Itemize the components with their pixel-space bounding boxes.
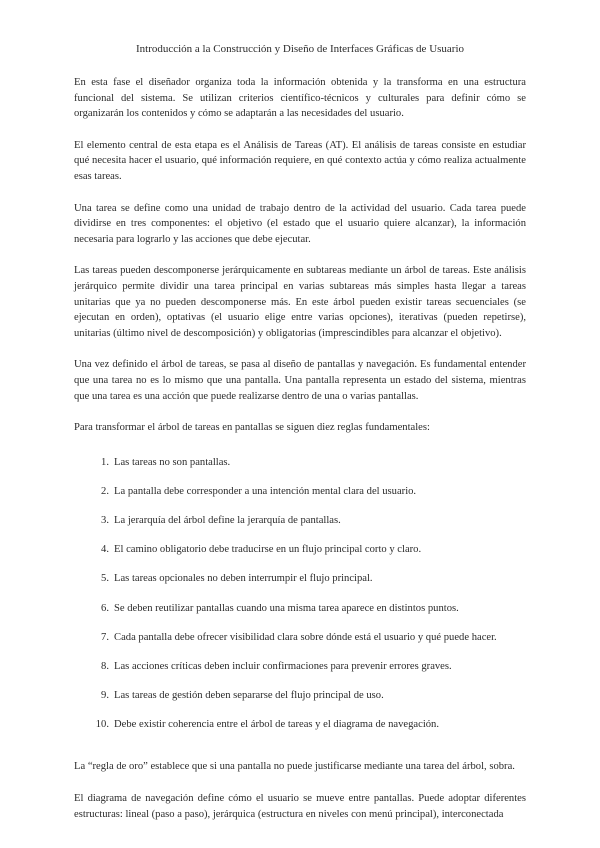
rule-text: Las acciones críticas deben incluir confirmaciones para prevenir errores graves. bbox=[114, 661, 452, 672]
rule-number: 3. bbox=[101, 515, 109, 527]
rule-text: El camino obligatorio debe traducirse en un flujo principal corto y claro. bbox=[114, 544, 422, 556]
document-title: Introducción a la Construcción y Diseño de Interfaces Gráficas de Usuario bbox=[135, 43, 465, 55]
paragraph-navigation-diagram: El diagrama de navegación define cómo el usuario se mueve entre pantallas. Puede adoptar diferentes estructuras: lineal (paso a paso), jerárquica (estructura en niveles con menú principal), interconectada bbox=[74, 792, 526, 820]
rule-number: 10. bbox=[95, 719, 109, 731]
rule-number: 7. bbox=[101, 631, 109, 643]
paragraph-golden-rule: La “regla de oro” establece que si una pantalla no puede justificarse mediante una tarea del árbol, sobra. bbox=[74, 761, 515, 773]
list-item bbox=[74, 543, 526, 557]
rule-text: La pantalla debe corresponder a una intención mental clara del usuario. bbox=[114, 485, 417, 497]
list-item bbox=[74, 572, 526, 586]
list-item bbox=[74, 660, 526, 674]
rule-number: 9. bbox=[101, 690, 109, 702]
list-item bbox=[74, 456, 526, 470]
rule-number: 5. bbox=[101, 573, 109, 585]
rule-text: Debe existir coherencia entre el árbol de tareas y el diagrama de navegación. bbox=[114, 719, 440, 731]
rule-number: 2. bbox=[101, 485, 109, 497]
rule-text: Las tareas opcionales no deben interrumpir el flujo principal. bbox=[114, 573, 373, 585]
list-item bbox=[74, 689, 526, 703]
rule-number: 6. bbox=[101, 602, 109, 614]
rule-number: 8. bbox=[101, 661, 109, 672]
list-item bbox=[74, 602, 526, 616]
rule-text: Cada pantalla debe ofrecer visibilidad clara sobre dónde está el usuario y qué puede hacer. bbox=[114, 631, 497, 643]
rule-number: 4. bbox=[101, 544, 109, 556]
list-item bbox=[74, 718, 526, 732]
rules-list bbox=[74, 456, 526, 733]
paragraph-task-definition: Una tarea se define como una unidad de trabajo dentro de la actividad del usuario. Cada tarea puede dividirse en tres componentes: el objetivo (el estado que el usuario quiere alcanzar), la información necesaria para lograrlo y las acciones que debe ejecutar. bbox=[74, 202, 526, 245]
paragraph-screens-navigation: Una vez definido el árbol de tareas, se pasa al diseño de pantallas y navegación. Es fundamental entender que una tarea no es lo mismo que una pantalla. Una pantalla representa un estado del sistema, mientras que una tarea es una acción que puede realizarse dentro de una o varias pantallas. bbox=[74, 359, 526, 402]
rule-text: Las tareas de gestión deben separarse del flujo principal de uso. bbox=[114, 690, 384, 702]
list-item bbox=[74, 514, 526, 528]
rule-text: La jerarquía del árbol define la jerarquía de pantallas. bbox=[114, 515, 341, 527]
paragraph-task-analysis: El elemento central de esta etapa es el Análisis de Tareas (AT). El análisis de tareas consiste en estudiar qué necesita hacer el usuario, qué información requiere, en qué contexto actúa y cómo realiza actualmente esas tareas. bbox=[74, 139, 526, 182]
paragraph-task-tree: Las tareas pueden descomponerse jerárquicamente en subtareas mediante un árbol de tareas. Este análisis jerárquico permite dividir una tarea principal en varias subtareas más simples hasta llegar a tareas unitarias que ya no pueden descomponerse más. En este árbol pueden existir tareas secuenciales (se ejecutan en orden), optativas (el usuario elige entre varias opciones), iterativas (pueden repetirse), unitarias (último nivel de descomposición) y obligatorias (imprescindibles para alcanzar el objetivo). bbox=[74, 265, 526, 339]
paragraph-intro: En esta fase el diseñador organiza toda la información obtenida y la transforma en una estructura funcional del sistema. Se utilizan criterios científico-técnicos y culturales para definir cómo se organizarán los contenidos y cómo se adaptarán a las necesidades del usuario. bbox=[74, 77, 526, 120]
rule-number: 1. bbox=[101, 456, 109, 468]
rule-text: Se deben reutilizar pantallas cuando una misma tarea aparece en distintos puntos. bbox=[114, 602, 459, 614]
paragraph-rules-intro: Para transformar el árbol de tareas en pantallas se siguen diez reglas fundamentales: bbox=[74, 422, 430, 434]
list-item bbox=[74, 631, 526, 645]
rule-text: Las tareas no son pantallas. bbox=[114, 456, 231, 468]
list-item bbox=[74, 485, 526, 499]
